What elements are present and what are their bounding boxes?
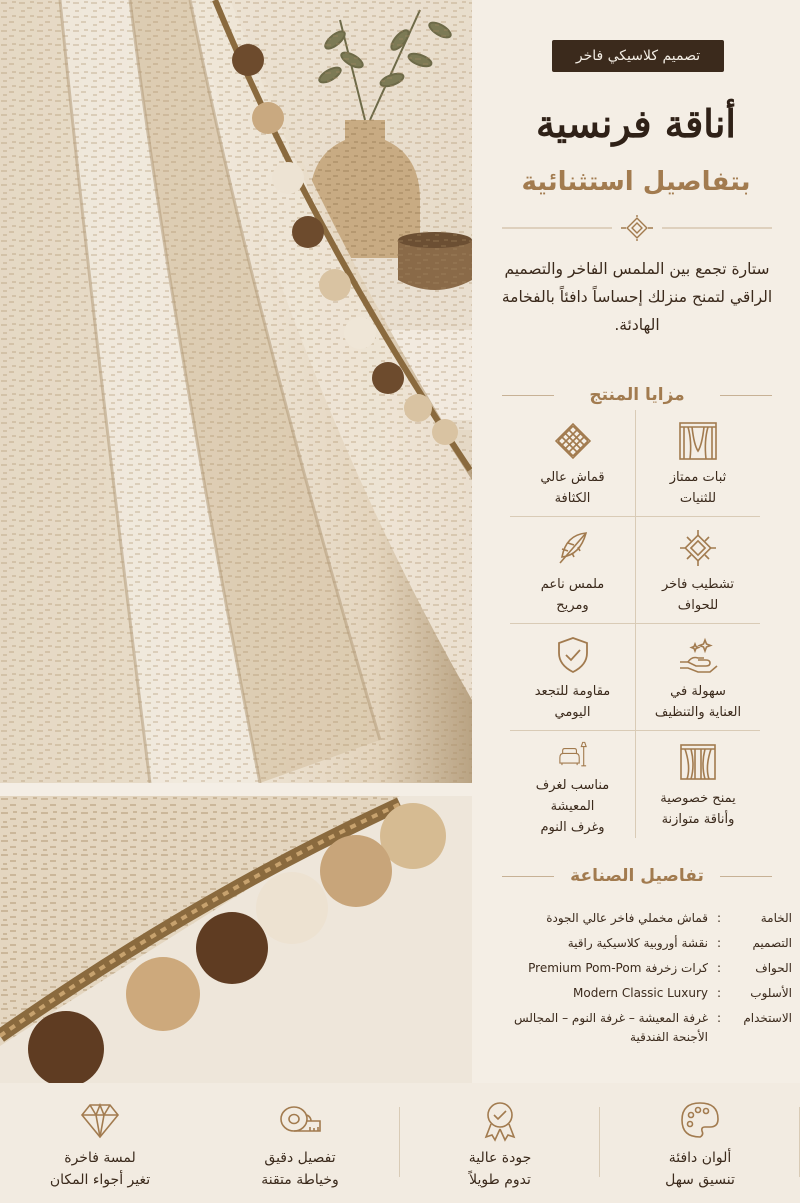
feature-privacy: يمنح خصوصية وأناقة متوازنة: [635, 731, 760, 838]
curtain-icon: [677, 420, 719, 462]
pompom-illustration: [0, 796, 472, 1083]
benefit-high-quality: جودة عالية تدوم طويلاً: [400, 1083, 600, 1203]
ornament-divider-icon: [502, 215, 772, 241]
intro-text: ستارة تجمع بين الملمس الفاخر والتصميم الراقي لتمنح منزلك إحساساً دافئاً بالفخامة الهادئة.: [501, 260, 773, 334]
craft-row-material: الخامة : قماش مخملي فاخر عالي الجودة: [546, 911, 792, 925]
feature-soft-touch: ملمس ناعم ومريح: [510, 517, 635, 624]
craft-details-table: [482, 906, 792, 1047]
features-grid: [510, 410, 760, 838]
window-curtain-icon: [677, 741, 719, 783]
info-panel: [472, 0, 800, 1083]
pompom-closeup-photo: [0, 796, 472, 1083]
shield-check-icon: [552, 634, 594, 676]
curtain-illustration: [0, 0, 472, 783]
craft-row-style: الأسلوب : Modern Classic Luxury: [573, 986, 792, 1000]
feature-high-density: قماش عالي الكثافة: [510, 410, 635, 517]
feature-easy-care: سهولة في العناية والتنظيف: [635, 624, 760, 731]
benefits-strip: [0, 1083, 800, 1203]
feature-pleat-stability: ثبات ممتاز للثنيات: [635, 410, 760, 517]
weave-icon: [552, 420, 594, 462]
page-subtitle: بتفاصيل استثنائية: [521, 167, 751, 197]
feature-rooms: مناسب لغرف المعيشة وغرف النوم: [510, 731, 635, 838]
sofa-lamp-icon: [552, 741, 594, 770]
tape-measure-icon: [278, 1099, 322, 1143]
benefit-warm-colors: ألوان دافئة تنسيق سهل: [600, 1083, 800, 1203]
benefit-luxury-touch: لمسة فاخرة تغير أجواء المكان: [0, 1083, 200, 1203]
feature-edge-finish: تشطيب فاخر للحواف: [635, 517, 760, 624]
feature-wrinkle-resistant: مقاومة للتجعد اليومي: [510, 624, 635, 731]
hand-sparkle-icon: [677, 634, 719, 676]
craft-title: تفاصيل الصناعة: [502, 861, 772, 891]
feather-icon: [552, 527, 594, 569]
palette-icon: [678, 1099, 722, 1143]
craft-row-design: التصميم : نقشة أوروبية كلاسيكية راقية: [567, 936, 792, 950]
category-badge: تصميم كلاسيكي فاخر: [552, 40, 724, 72]
curtain-photo: [0, 0, 472, 783]
craft-row-usage: الاستخدام : غرفة المعيشة – غرفة النوم – المجالس الأجنحة الفندقية: [513, 1011, 792, 1044]
diamond-icon: [78, 1099, 122, 1143]
craft-row-edges: الحواف : كرات زخرفة Premium Pom-Pom: [528, 961, 792, 975]
benefit-precise-tailoring: تفصيل دقيق وخياطة متقنة: [200, 1083, 400, 1203]
features-title: مزايا المنتج: [502, 380, 772, 410]
ornament-icon: [677, 527, 719, 569]
medal-icon: [478, 1099, 522, 1143]
page-title: أناقة فرنسية: [536, 101, 736, 146]
